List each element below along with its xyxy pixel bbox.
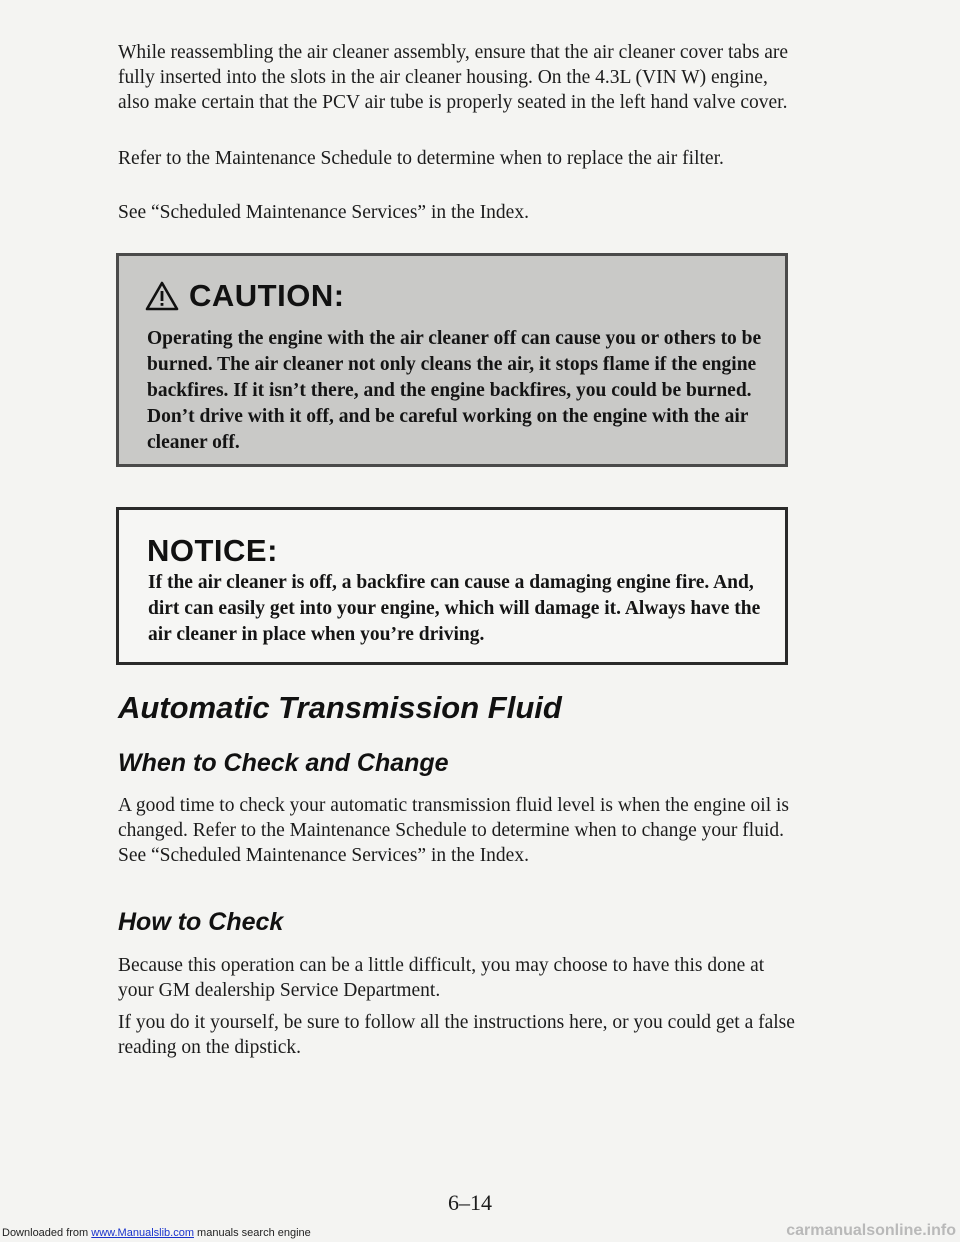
- paragraph-see-index: See “Scheduled Maintenance Services” in the Index.: [118, 202, 529, 223]
- paragraph-when-to-check: A good time to check your automatic transmission fluid level is when the engine oil is changed. Refer to the Maintenance Schedule to determine when to change your fluid. See “Scheduled Maintenance Services” in the Index.: [118, 795, 789, 866]
- subsection-title-when: When to Check and Change: [118, 749, 449, 777]
- page-number: 6–14: [448, 1190, 492, 1215]
- notice-text: If the air cleaner is off, a backfire can cause a damaging engine fire. And, dirt can easily get into your engine, which will damage it. Always have the air cleaner in place when you’re driving.: [148, 572, 761, 645]
- download-footer: [2, 1227, 311, 1239]
- paragraph-how-to-check-1: Because this operation can be a little difficult, you may choose to have this done at your GM dealership Service Department.: [118, 955, 765, 1001]
- paragraph-reassembly: While reassembling the air cleaner assembly, ensure that the air cleaner cover tabs are fully inserted into the slots in the air cleaner housing. On the 4.3L (VIN W) engine, also make certain that the PCV air tube is properly seated in the left hand valve cover.: [118, 42, 789, 113]
- caution-heading: [145, 278, 345, 314]
- watermark: carmanualsonline.info: [786, 1222, 956, 1239]
- caution-heading-label: CAUTION:: [189, 278, 345, 313]
- paragraph-how-to-check-2: If you do it yourself, be sure to follow all the instructions here, or you could get a false reading on the dipstick.: [118, 1012, 795, 1058]
- paragraph-replace-filter: Refer to the Maintenance Schedule to determine when to replace the air filter.: [118, 148, 724, 169]
- subsection-title-how: How to Check: [118, 908, 284, 936]
- footer-suffix: manuals search engine: [197, 1227, 311, 1239]
- caution-box: [116, 253, 788, 467]
- warning-triangle-icon: [145, 281, 179, 311]
- manualslib-link[interactable]: www.Manualslib.com: [91, 1227, 194, 1239]
- notice-box: [116, 507, 788, 665]
- caution-text: Operating the engine with the air cleaner off can cause you or others to be burned. The air cleaner not only cleans the air, it stops flame if the engine backfires. If it isn’t there, and the engine backfires, you could be burned. Don’t drive with it off, and be careful working on the engine with the air cleaner off.: [147, 328, 762, 453]
- footer-prefix: Downloaded from: [2, 1227, 89, 1239]
- notice-heading: NOTICE:: [147, 533, 278, 568]
- section-title: Automatic Transmission Fluid: [118, 690, 562, 725]
